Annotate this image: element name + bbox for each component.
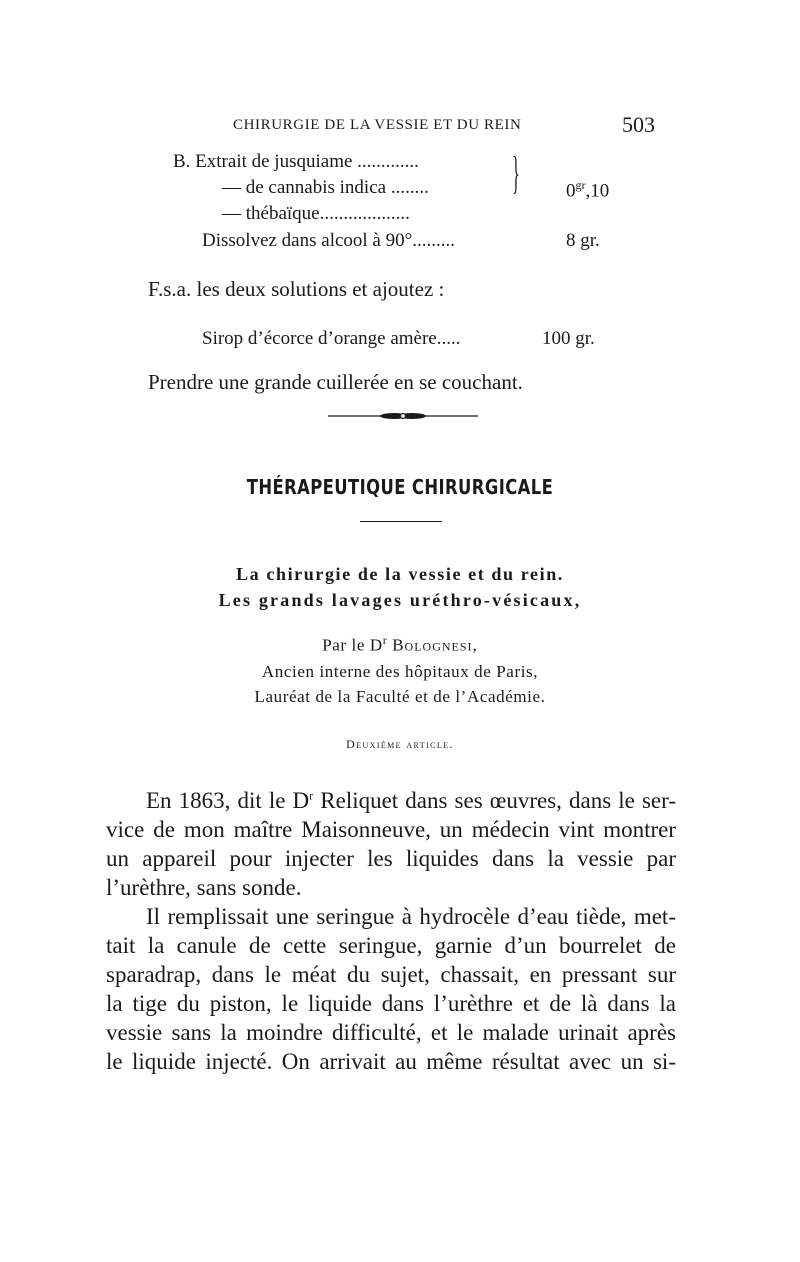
syrup-line: Sirop d’écorce d’orange amère..... [202,328,461,349]
credential-line-1: Ancien interne des hôpitaux de Paris, [261,662,539,681]
body-line: tait la canule de cette seringue, garnie d’un bourrelet de [106,933,676,958]
formula-dose: $0^{gr},10$ [566,178,610,202]
article-part-label: Deuxième article. [346,737,454,751]
ornament-divider-icon [328,411,478,421]
brace-icon: } [512,147,520,198]
formula-line-4: Dissolvez dans alcool à 90°......... [202,230,455,251]
fsa-instruction: F.s.a. les deux solutions et ajoutez : [148,277,445,301]
syrup-dose: 100 gr. [542,328,595,349]
body-line: vessie sans la moindre difficulté, et le malade urinait après [106,1020,676,1045]
body-line: un appareil pour injecter les liquides dans la vessie par [106,846,676,871]
body-line: l’urèthre, sans sonde. [106,875,302,900]
page-number: 503 [622,112,655,137]
article-title-line-1: La chirurgie de la vessie et du rein. [236,564,564,584]
section-rule [360,521,442,522]
formula-line-1: B. Extrait de jusquiame ............. [173,151,419,172]
body-line: vice de mon maître Maisonneuve, un médecin vint montrer [106,817,676,842]
dosage-instruction: Prendre une grande cuillerée en se couchant. [148,370,523,394]
running-header: CHIRURGIE DE LA VESSIE ET DU REIN [233,117,522,133]
byline: Par le $D^r$ Bolognesi, [322,633,478,655]
body-line: la tige du piston, le liquide dans l’urèthre et de là dans la [106,991,676,1016]
section-title: THÉRAPEUTIQUE CHIRURGICALE [246,475,554,499]
formula-line-4-dose: 8 gr. [566,230,600,251]
body-line: sparadrap, dans le méat du sujet, chassait, en pressant sur [106,962,676,987]
formula-line-2: — de cannabis indica ........ [222,177,429,198]
body-line: En 1863, dit le $D^r$ Reliquet dans ses œuvres, dans le ser- [146,788,676,813]
body-line: Il remplissait une seringue à hydrocèle d’eau tiède, met- [146,904,676,929]
author-name: Bolognesi, [392,635,478,655]
article-title-line-2: Les grands lavages uréthro-vésicaux, [218,590,582,610]
formula-line-3: — thébaïque................... [222,203,410,224]
credential-line-2: Lauréat de la Faculté et de l’Académie. [254,687,546,706]
body-line: le liquide injecté. On arrivait au même résultat avec un si- [106,1049,676,1074]
